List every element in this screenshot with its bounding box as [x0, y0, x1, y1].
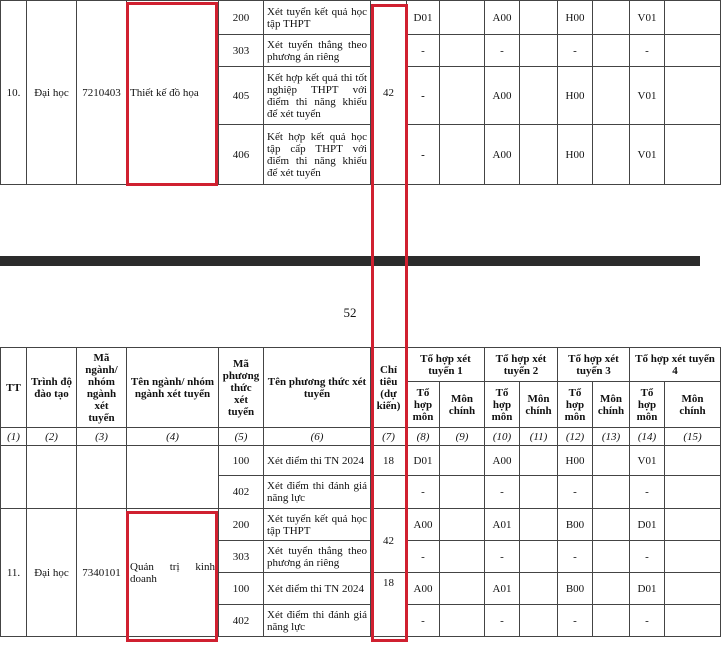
th3-cell: -: [558, 476, 593, 509]
th1-cell: D01: [407, 446, 440, 476]
col-num: (15): [665, 428, 721, 446]
th2-cell: -: [485, 541, 520, 573]
th4-cell: V01: [630, 125, 665, 185]
ten-pt-cell: Xét điểm thi TN 2024: [264, 573, 371, 605]
th3-cell: -: [558, 605, 593, 637]
page-number: 52: [343, 305, 357, 320]
trinh-do-cell: Đại học: [27, 509, 77, 637]
ma-pt-cell: 303: [219, 541, 264, 573]
ma-pt-cell: 402: [219, 476, 264, 509]
header-to-hop-mon: Tổ hợp môn: [558, 382, 593, 428]
th1-cell: -: [407, 35, 440, 67]
th4-cell: V01: [630, 67, 665, 125]
column-number-row: [1, 428, 721, 446]
col-num: (3): [77, 428, 127, 446]
th3-cell: H00: [558, 1, 593, 35]
ma-pt-cell: 405: [219, 67, 264, 125]
header-ten-nganh: Tên ngành/ nhóm ngành xét tuyển: [127, 348, 219, 428]
header-mon-chinh: Môn chính: [665, 382, 721, 428]
ma-pt-cell: 303: [219, 35, 264, 67]
header-ma-pt: Mã phương thức xét tuyển: [219, 348, 264, 428]
header-to-hop-1: Tổ hợp xét tuyển 1: [407, 348, 485, 382]
ten-pt-cell: Xét điểm thi đánh giá năng lực: [264, 605, 371, 637]
col-num: (12): [558, 428, 593, 446]
header-chi-tieu: Chỉ tiêu (dự kiến): [371, 348, 407, 428]
th3-cell: -: [558, 541, 593, 573]
th4-cell: D01: [630, 573, 665, 605]
th1-cell: A00: [407, 573, 440, 605]
table-row-11: [1, 509, 721, 541]
th1-cell: A00: [407, 509, 440, 541]
col-num: (4): [127, 428, 219, 446]
ten-pt-cell: Xét tuyển thẳng theo phương án riêng: [264, 35, 371, 67]
th2-cell: -: [485, 476, 520, 509]
th2-cell: A00: [485, 1, 520, 35]
chi-tieu-cell: 42: [371, 509, 407, 573]
th1-cell: -: [407, 125, 440, 185]
col-num: (8): [407, 428, 440, 446]
header-tt: TT: [1, 348, 27, 428]
ten-pt-cell: Xét tuyển kết quả học tập THPT: [264, 509, 371, 541]
header-mon-chinh: Môn chính: [593, 382, 630, 428]
col-num: (10): [485, 428, 520, 446]
header-mon-chinh: Môn chính: [440, 382, 485, 428]
col-num: (11): [520, 428, 558, 446]
admission-table: [0, 347, 721, 637]
col-num: (9): [440, 428, 485, 446]
th1-cell: -: [407, 605, 440, 637]
col-num: (7): [371, 428, 407, 446]
th3-cell: -: [558, 35, 593, 67]
top-table-fragment: [0, 0, 700, 185]
th3-cell: B00: [558, 573, 593, 605]
header-to-hop-mon: Tổ hợp môn: [407, 382, 440, 428]
ma-pt-cell: 406: [219, 125, 264, 185]
th3-cell: H00: [558, 446, 593, 476]
ma-pt-cell: 402: [219, 605, 264, 637]
th1-cell: D01: [407, 1, 440, 35]
chi-tieu-cell: 18: [371, 446, 407, 476]
col-num: (1): [1, 428, 27, 446]
table-row: [1, 446, 721, 476]
col-num: (13): [593, 428, 630, 446]
th2-cell: A00: [485, 67, 520, 125]
ma-pt-cell: 200: [219, 1, 264, 35]
trinh-do-cell: Đại học: [27, 1, 77, 185]
col-num: (14): [630, 428, 665, 446]
th2-cell: A01: [485, 509, 520, 541]
th4-cell: -: [630, 35, 665, 67]
th3-cell: H00: [558, 67, 593, 125]
ma-pt-cell: 200: [219, 509, 264, 541]
ma-pt-cell: 100: [219, 573, 264, 605]
th4-cell: -: [630, 541, 665, 573]
ma-nganh-cell: 7340101: [77, 509, 127, 637]
th4-cell: V01: [630, 446, 665, 476]
chi-tieu-cell: 42: [371, 1, 407, 185]
th4-cell: V01: [630, 1, 665, 35]
th2-cell: A00: [485, 125, 520, 185]
header-to-hop-2: Tổ hợp xét tuyển 2: [485, 348, 558, 382]
th3-cell: H00: [558, 125, 593, 185]
th1-cell: -: [407, 476, 440, 509]
ten-pt-cell: Kết hợp kết quả học tập cấp THPT với điểm thi năng khiếu để xét tuyển: [264, 125, 371, 185]
ten-nganh-cell: Thiết kế đồ họa: [127, 1, 219, 185]
header-to-hop-3: Tổ hợp xét tuyển 3: [558, 348, 630, 382]
header-ma-nganh: Mã ngành/ nhóm ngành xét tuyển: [77, 348, 127, 428]
th1-cell: -: [407, 541, 440, 573]
table-row-10: [0, 0, 721, 185]
ten-pt-cell: Xét điểm thi đánh giá năng lực: [264, 476, 371, 509]
ten-pt-cell: Xét tuyển kết quả học tập THPT: [264, 1, 371, 35]
col-num: (2): [27, 428, 77, 446]
th1-cell: -: [407, 67, 440, 125]
ma-nganh-cell: 7210403: [77, 1, 127, 185]
ten-pt-cell: Kết hợp kết quả thi tốt nghiệp THPT với điểm thi năng khiếu để xét tuyển: [264, 67, 371, 125]
ma-pt-cell: 100: [219, 446, 264, 476]
header-trinh-do: Trình độ đào tạo: [27, 348, 77, 428]
tt-cell: 11.: [1, 509, 27, 637]
page-break-bar: [0, 256, 700, 266]
ten-nganh-cell: Quản trị kinh doanh: [127, 509, 219, 637]
th4-cell: -: [630, 476, 665, 509]
th3-cell: B00: [558, 509, 593, 541]
ten-pt-cell: Xét tuyển thẳng theo phương án riêng: [264, 541, 371, 573]
th2-cell: A01: [485, 573, 520, 605]
chi-tieu-cell: [371, 476, 407, 509]
th2-cell: -: [485, 35, 520, 67]
col-num: (6): [264, 428, 371, 446]
col-num: (5): [219, 428, 264, 446]
th4-cell: -: [630, 605, 665, 637]
th2-cell: -: [485, 605, 520, 637]
ten-pt-cell: Xét điểm thi TN 2024: [264, 446, 371, 476]
header-to-hop-mon: Tổ hợp môn: [485, 382, 520, 428]
header-to-hop-mon: Tổ hợp môn: [630, 382, 665, 428]
th2-cell: A00: [485, 446, 520, 476]
th4-cell: D01: [630, 509, 665, 541]
header-mon-chinh: Môn chính: [520, 382, 558, 428]
header-to-hop-4: Tổ hợp xét tuyển 4: [630, 348, 721, 382]
header-ten-pt: Tên phương thức xét tuyển: [264, 348, 371, 428]
chi-tieu-cell: 18: [371, 573, 407, 637]
tt-cell: 10.: [1, 1, 27, 185]
